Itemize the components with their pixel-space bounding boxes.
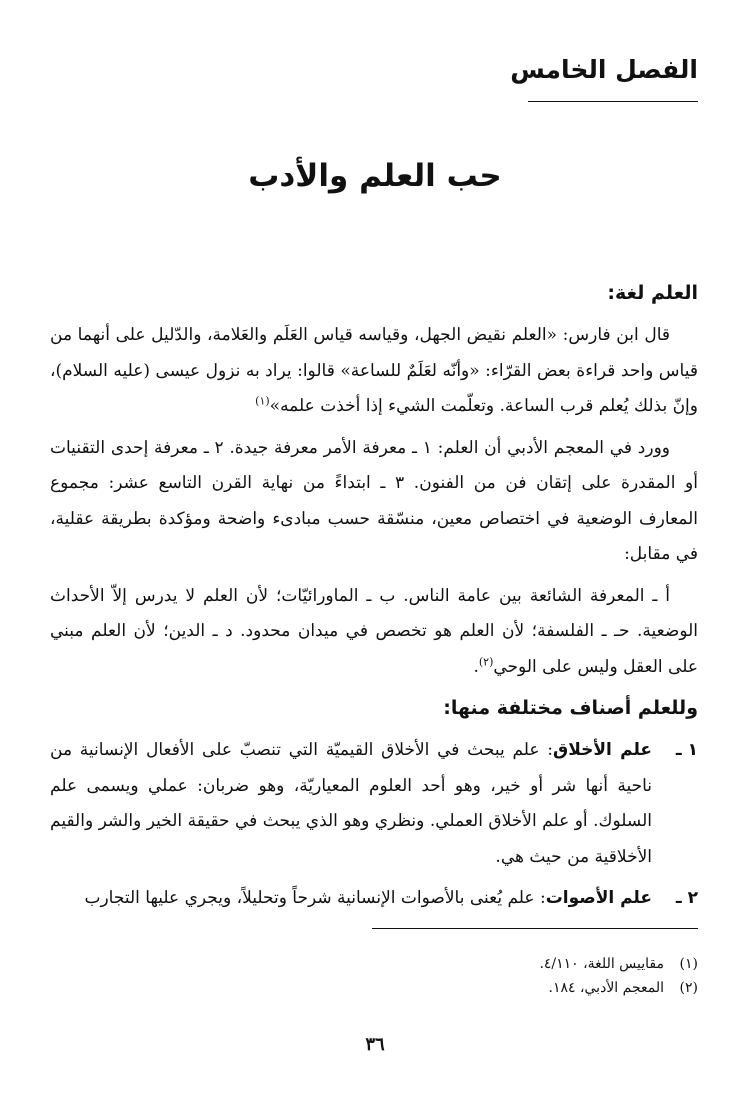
footnote-separator	[372, 928, 698, 929]
footnote-ref-1: (١)	[255, 394, 270, 408]
list-number: ١ ـ	[675, 740, 698, 760]
footnote-ref-2: (٢)	[478, 654, 494, 668]
section-heading-types: وللعلم أصناف مختلفة منها:	[443, 697, 698, 719]
footnote-2	[50, 976, 698, 1000]
footnote-number: (٢)	[679, 980, 698, 996]
list-number: ٢ ـ	[675, 888, 698, 908]
list-term: علم الأخلاق	[553, 740, 653, 760]
paragraph-contrasts	[50, 579, 698, 686]
page-number: ٣٦	[365, 1034, 385, 1055]
paragraph-text: أ ـ المعرفة الشائعة بين عامة الناس. ب ـ الماورائيّات؛ لأن العلم لا يدرس إلاّ الأحداث الوضعية. حـ ـ الفلسفة؛ لأن العلم هو تخصص في ميدان محدود. د ـ الدين؛ لأن العلم مبني على العقل وليس على الوحي	[50, 585, 698, 677]
page-title: حب العلم والأدب	[248, 158, 502, 194]
list-item-ethics	[50, 733, 698, 875]
paragraph-end: .	[473, 656, 479, 677]
chapter-heading: الفصل الخامس	[510, 55, 698, 84]
main-text	[50, 276, 698, 923]
list-term: علم الأصوات	[545, 888, 652, 908]
paragraph-literary-dictionary: وورد في المعجم الأدبي أن العلم: ١ ـ معرفة الأمر معرفة جيدة. ٢ ـ معرفة إحدى التقنيات أو المقدرة على إتقان فن من الفنون. ٣ ـ ابتداءً من نهاية القرن التاسع عشر: مجموع المعارف الوضعية في اختصاص معين، منسّقة حسب مبادىء واضحة ومؤكدة بطريقة عقلية، في مقابل:	[50, 437, 698, 564]
paragraph-text: قال ابن فارس: «العلم نقيض الجهل، وقياسه قياس العَلَم والعَلامة، والدّليل على أنهما من قياس واحد قراءة بعض القرّاء: «وأنّه لعَلَمٌ للساعة» قالوا: يراد به نزول عيسى (عليه السلام)، وإنّ بذلك يُعلم قرب الساعة. وتعلّمت الشيء إذا أخذت علمه»	[50, 325, 698, 416]
chapter-underline	[528, 101, 698, 102]
list-text: : علم يُعنى بالأصوات الإنسانية شرحاً وتحليلاً، ويجري عليها التجارب	[84, 888, 546, 908]
footnotes	[50, 952, 698, 1000]
footnote-1	[50, 952, 698, 976]
list-item-phonetics	[50, 881, 698, 917]
paragraph-ibn-faris	[50, 318, 698, 425]
section-heading-language: العلم لغة:	[607, 282, 698, 304]
footnote-text: مقاييس اللغة، ٤/١١٠.	[539, 956, 664, 972]
footnote-number: (١)	[679, 956, 698, 972]
list-text: : علم يبحث في الأخلاق القيميّة التي تنصبّ على الأفعال الإنسانية من ناحية أنها شر أو خير، وهو أحد العلوم المعياريّة، وهو ضربان: عملي ويسمى علم السلوك. أو علم الأخلاق العملي. ونظري وهو الذي يبحث في حقيقة الخير والشر والقيم الأخلاقية من حيث هي.	[50, 740, 652, 867]
footnote-text: المعجم الأدبي، ١٨٤.	[548, 980, 664, 996]
